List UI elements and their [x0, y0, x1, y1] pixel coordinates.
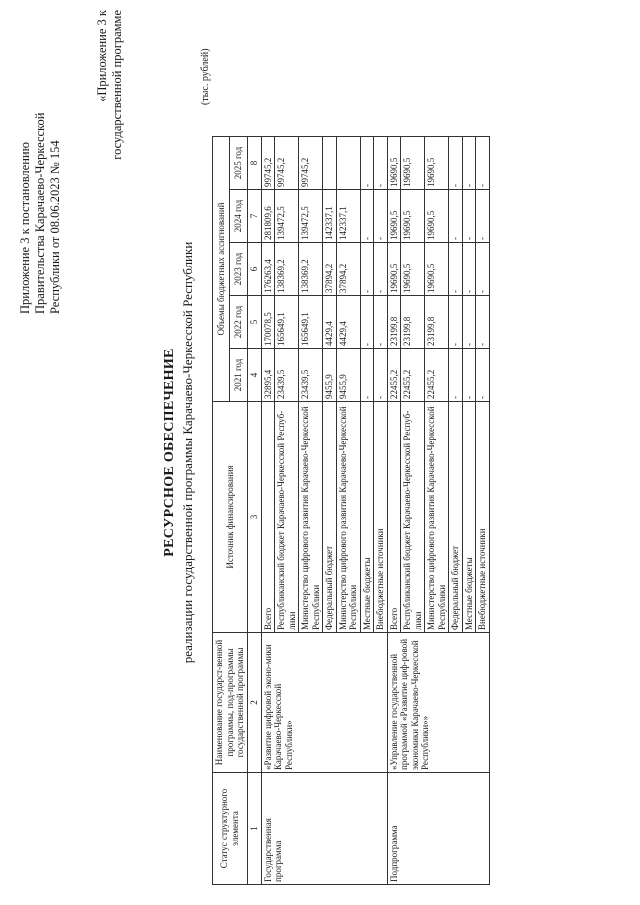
- row-value: 32895,4: [261, 349, 275, 402]
- row-value: 170078,5: [261, 296, 275, 349]
- row-value: -: [476, 296, 490, 349]
- row-value: -: [449, 243, 463, 296]
- annex-note: [95, 10, 125, 195]
- header-year: 2025 год: [230, 137, 247, 190]
- table-row: [261, 137, 275, 885]
- resource-table: [212, 136, 490, 885]
- row-value: 23199,8: [425, 296, 449, 349]
- row-value: 142337,1: [323, 190, 337, 243]
- row-value: -: [374, 137, 388, 190]
- approval-line: Приложение 3 к постановлению: [18, 142, 32, 314]
- row-value: 22455,2: [401, 349, 425, 402]
- row-value: -: [462, 137, 476, 190]
- row-funding-source: Внебюджетные источники: [374, 402, 388, 633]
- header-year: 2021 год: [230, 349, 247, 402]
- row-value: 165649,1: [275, 296, 299, 349]
- header-year: 2022 год: [230, 296, 247, 349]
- column-index: 8: [247, 137, 261, 190]
- row-value: 19690,5: [401, 190, 425, 243]
- table-row: [387, 137, 401, 885]
- row-funding-source: Федеральный бюджет: [323, 402, 337, 633]
- row-value: 37894,2: [323, 243, 337, 296]
- row-value: -: [476, 243, 490, 296]
- row-value: 19690,5: [425, 243, 449, 296]
- row-value: -: [449, 137, 463, 190]
- row-value: 99745,2: [261, 137, 275, 190]
- row-value: -: [449, 296, 463, 349]
- row-value: -: [476, 349, 490, 402]
- row-value: 281809,6: [261, 190, 275, 243]
- column-index: 6: [247, 243, 261, 296]
- row-value: -: [360, 243, 374, 296]
- row-value: -: [462, 243, 476, 296]
- row-value: 9455,9: [336, 349, 360, 402]
- header-volume-group: Объемы бюджетных ассигнований: [213, 137, 230, 402]
- header-year: 2023 год: [230, 243, 247, 296]
- header-year: 2024 год: [230, 190, 247, 243]
- row-value: 19690,5: [401, 137, 425, 190]
- row-value: 138369,2: [299, 243, 323, 296]
- row-value: -: [462, 190, 476, 243]
- row-value: 142337,1: [336, 190, 360, 243]
- document-subtitle: реализации государственной программы Карачаево-Черкесской Республики: [180, 241, 195, 664]
- row-value: -: [449, 349, 463, 402]
- row-funding-source: Внебюджетные источники: [476, 402, 490, 633]
- header-row: [213, 137, 230, 885]
- row-program-name: «Развитие цифровой эконо-мики Карачаево-Черкесской Республики»: [261, 633, 387, 773]
- annex-line: государственной программе: [110, 10, 124, 160]
- row-value: 19690,5: [425, 190, 449, 243]
- row-value: 165649,1: [299, 296, 323, 349]
- row-funding-source: Республиканский бюджет Карачаево-Черкесской Респуб-лики: [275, 402, 299, 633]
- row-value: -: [360, 349, 374, 402]
- column-index: 1: [247, 773, 261, 885]
- row-value: 19690,5: [425, 137, 449, 190]
- row-value: -: [374, 243, 388, 296]
- row-funding-source: Министерство цифрового развития Карачаево-Черкесской Республики: [336, 402, 360, 633]
- row-value: -: [476, 137, 490, 190]
- row-value: 19690,5: [387, 243, 401, 296]
- row-funding-source: Республиканский бюджет Карачаево-Черкесской Респуб-лики: [401, 402, 425, 633]
- row-value: 23199,8: [387, 296, 401, 349]
- row-value: [323, 137, 337, 190]
- column-index: 3: [247, 402, 261, 633]
- row-value: -: [476, 190, 490, 243]
- row-value: 138369,2: [275, 243, 299, 296]
- row-program-name: «Управление государственной программой «Развитие циф-ровой экономики Карачаево-Черкесской Республики»»: [387, 633, 489, 773]
- annex-line: «Приложение 3 к: [95, 10, 109, 102]
- row-value: 37894,2: [336, 243, 360, 296]
- approval-note: [18, 14, 63, 314]
- column-index: 5: [247, 296, 261, 349]
- row-value: 139472,5: [275, 190, 299, 243]
- row-value: -: [462, 296, 476, 349]
- row-value: 4429,4: [323, 296, 337, 349]
- row-value: 22455,2: [425, 349, 449, 402]
- row-funding-source: Министерство цифрового развития Карачаево-Черкесской Республики: [299, 402, 323, 633]
- row-value: -: [449, 190, 463, 243]
- units-label: (тыс. рублей): [200, 48, 211, 105]
- column-index-row: [247, 137, 261, 885]
- approval-line: Республики от 08.06.2023 № 154: [48, 140, 62, 314]
- row-value: 23199,8: [401, 296, 425, 349]
- row-value: 4429,4: [336, 296, 360, 349]
- row-value: 23439,5: [275, 349, 299, 402]
- table-body: [261, 137, 489, 885]
- row-funding-source: Местные бюджеты: [462, 402, 476, 633]
- row-value: -: [374, 190, 388, 243]
- row-value: 139472,5: [299, 190, 323, 243]
- column-index: 4: [247, 349, 261, 402]
- row-funding-source: Всего: [261, 402, 275, 633]
- row-value: 9455,9: [323, 349, 337, 402]
- row-value: -: [360, 190, 374, 243]
- row-value: 19690,5: [387, 137, 401, 190]
- row-status: Государственная программа: [261, 773, 387, 885]
- row-funding-source: Министерство цифрового развития Карачаево-Черкесской Республики: [425, 402, 449, 633]
- row-value: -: [374, 296, 388, 349]
- row-value: 22455,2: [387, 349, 401, 402]
- document-title: РЕСУРСНОЕ ОБЕСПЕЧЕНИЕ: [162, 348, 177, 557]
- row-value: -: [462, 349, 476, 402]
- row-status: Подпрограмма: [387, 773, 489, 885]
- row-value: -: [360, 137, 374, 190]
- header-name: Наименование государст-венной программы, под-программы государственной программы: [213, 633, 248, 773]
- row-value: 99745,2: [299, 137, 323, 190]
- row-funding-source: Федеральный бюджет: [449, 402, 463, 633]
- row-value: 176263,4: [261, 243, 275, 296]
- row-value: 19690,5: [387, 190, 401, 243]
- column-index: 2: [247, 633, 261, 773]
- header-status: Статус структурного элемента: [213, 773, 248, 885]
- row-funding-source: Всего: [387, 402, 401, 633]
- row-value: -: [374, 349, 388, 402]
- row-value: 99745,2: [275, 137, 299, 190]
- row-funding-source: Местные бюджеты: [360, 402, 374, 633]
- row-value: [336, 137, 360, 190]
- row-value: -: [360, 296, 374, 349]
- row-value: 19690,5: [401, 243, 425, 296]
- row-value: 23439,5: [299, 349, 323, 402]
- approval-line: Правительства Карачаево-Черкесской: [33, 112, 47, 314]
- column-index: 7: [247, 190, 261, 243]
- header-source: Источник финансирования: [213, 402, 248, 633]
